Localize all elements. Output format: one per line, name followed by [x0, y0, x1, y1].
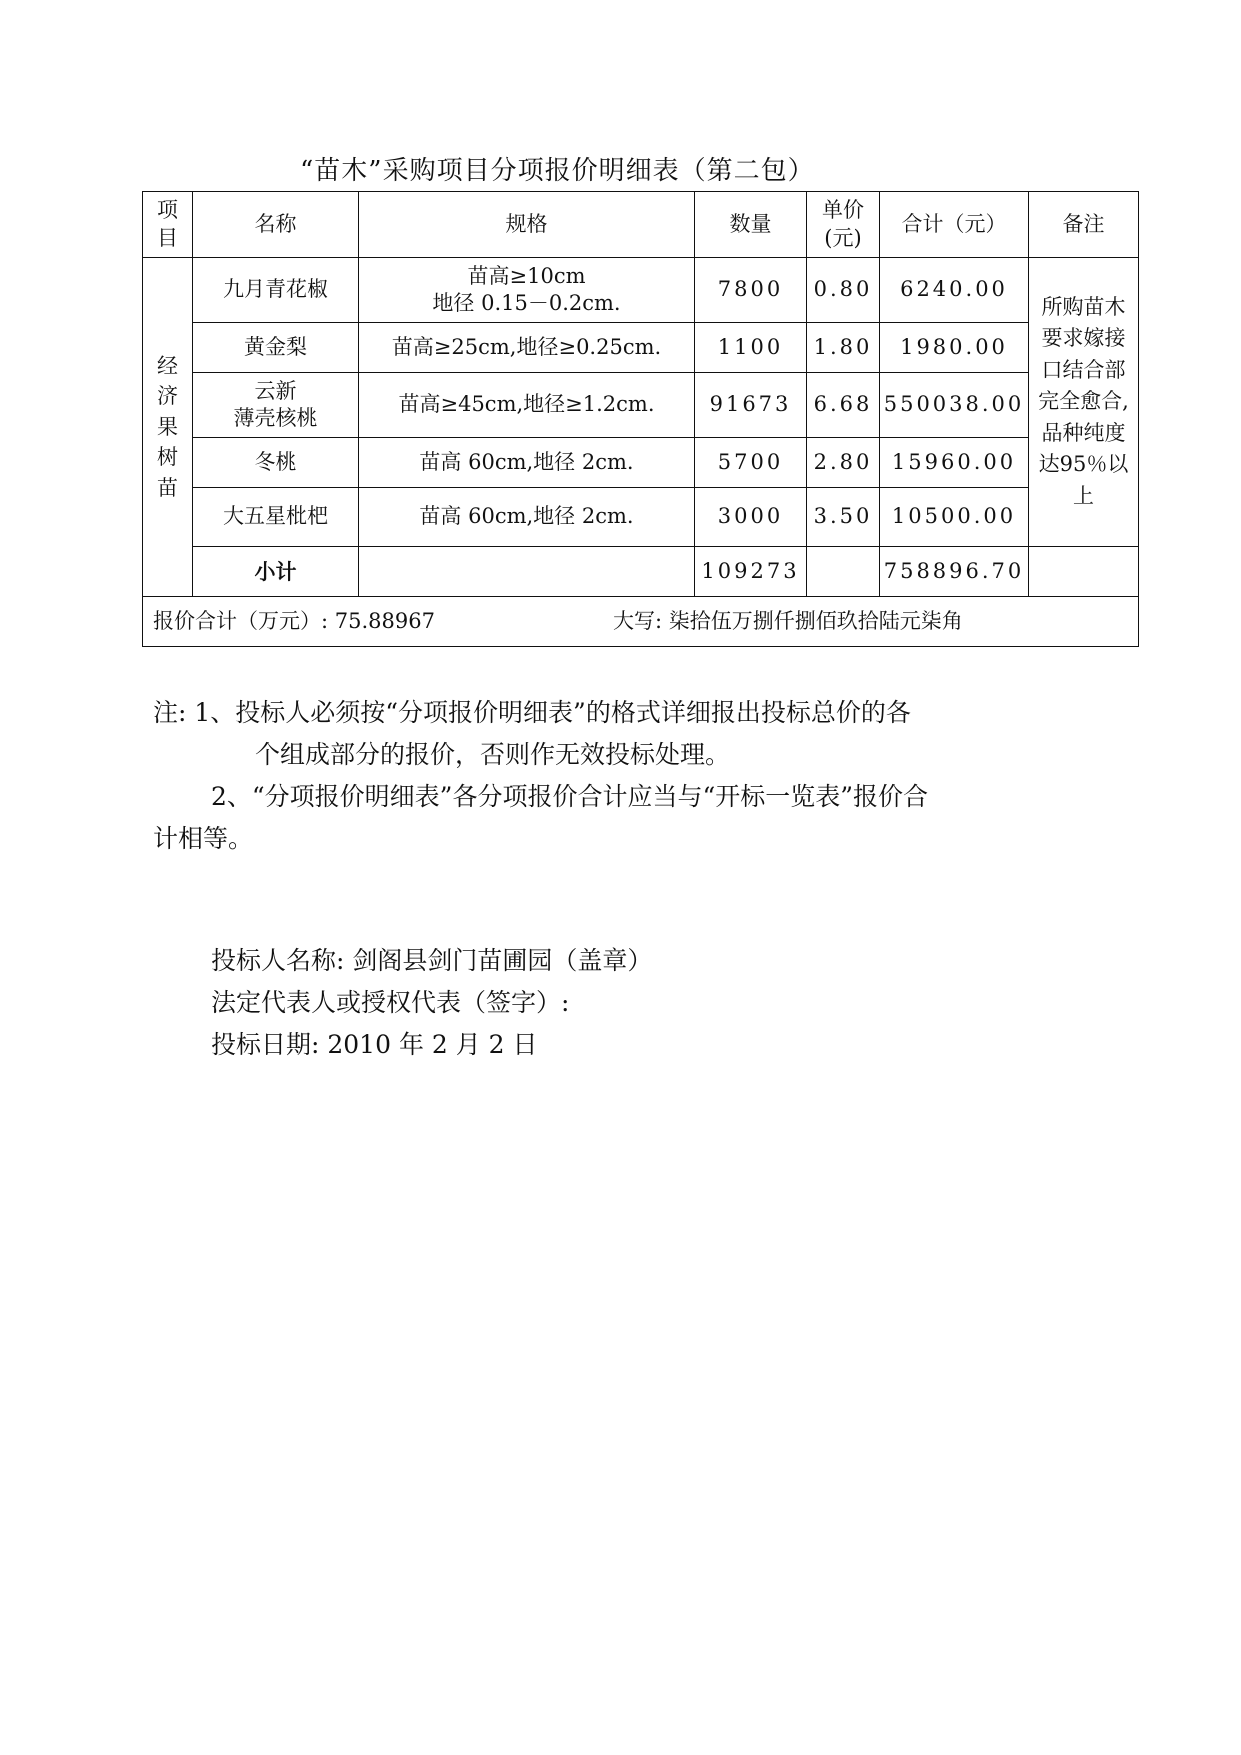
row-price: 1.80	[807, 323, 880, 373]
row-total: 6240.00	[880, 258, 1029, 323]
grand-total-cell	[143, 597, 1139, 647]
note-2-line-1: 2、“分项报价明细表”各分项报价合计应当与“开标一览表”报价合	[211, 782, 929, 811]
quote-table	[142, 191, 1139, 647]
header-project: 项目	[143, 192, 193, 258]
bidder-name: 投标人名称: 剑阁县剑门苗圃园（盖章）	[211, 946, 653, 975]
row-qty: 1100	[695, 323, 807, 373]
table-row	[143, 323, 1139, 373]
row-total: 15960.00	[880, 438, 1029, 488]
header-name: 名称	[193, 192, 359, 258]
row-price: 3.50	[807, 488, 880, 547]
row-total: 550038.00	[880, 373, 1029, 438]
note-1-line-2: 个组成部分的报价，否则作无效投标处理。	[255, 740, 731, 769]
representative-signature: 法定代表人或授权代表（签字）:	[211, 988, 570, 1017]
header-row	[143, 192, 1139, 258]
row-spec: 苗高≥10cm 地径 0.15－0.2cm.	[359, 258, 695, 323]
row-name: 大五星枇杷	[193, 488, 359, 547]
subtotal-spec	[359, 547, 695, 597]
row-name: 九月青花椒	[193, 258, 359, 323]
note-1-line-1: 注: 1、投标人必须按“分项报价明细表”的格式详细报出投标总价的各	[153, 698, 911, 727]
table-row	[143, 438, 1139, 488]
signature-block	[211, 940, 652, 1066]
table-row	[143, 258, 1139, 323]
header-total: 合计（元）	[880, 192, 1029, 258]
grand-total-amount: 报价合计（万元）: 75.88967	[153, 608, 435, 633]
row-qty: 7800	[695, 258, 807, 323]
row-spec: 苗高≥45cm,地径≥1.2cm.	[359, 373, 695, 438]
grand-total-words: 大写: 柒拾伍万捌仟捌佰玖拾陆元柒角	[613, 608, 963, 633]
row-spec: 苗高≥25cm,地径≥0.25cm.	[359, 323, 695, 373]
note-2-line-2: 计相等。	[153, 824, 254, 853]
row-spec: 苗高 60cm,地径 2cm.	[359, 488, 695, 547]
row-name: 黄金梨	[193, 323, 359, 373]
table-row	[143, 373, 1139, 438]
row-qty: 5700	[695, 438, 807, 488]
header-note: 备注	[1029, 192, 1139, 258]
row-price: 2.80	[807, 438, 880, 488]
row-total: 1980.00	[880, 323, 1029, 373]
category-cell: 经济果树苗	[143, 258, 193, 597]
table-row	[143, 488, 1139, 547]
subtotal-note	[1029, 547, 1139, 597]
header-spec: 规格	[359, 192, 695, 258]
row-price: 6.68	[807, 373, 880, 438]
row-total: 10500.00	[880, 488, 1029, 547]
document-title: “苗木”采购项目分项报价明细表（第二包）	[300, 156, 815, 186]
row-name: 冬桃	[193, 438, 359, 488]
subtotal-price	[807, 547, 880, 597]
row-name: 云新 薄壳核桃	[193, 373, 359, 438]
row-qty: 3000	[695, 488, 807, 547]
row-qty: 91673	[695, 373, 807, 438]
bid-date: 投标日期: 2010 年 2 月 2 日	[211, 1030, 538, 1059]
header-price: 单价 (元)	[807, 192, 880, 258]
subtotal-qty: 109273	[695, 547, 807, 597]
row-price: 0.80	[807, 258, 880, 323]
subtotal-row	[143, 547, 1139, 597]
header-qty: 数量	[695, 192, 807, 258]
remark-cell: 所购苗木要求嫁接口结合部完全愈合,品种纯度达95％以上	[1029, 258, 1139, 547]
subtotal-total: 758896.70	[880, 547, 1029, 597]
subtotal-label: 小计	[193, 547, 359, 597]
notes	[153, 692, 1093, 860]
grand-total-row	[143, 597, 1139, 647]
row-spec: 苗高 60cm,地径 2cm.	[359, 438, 695, 488]
